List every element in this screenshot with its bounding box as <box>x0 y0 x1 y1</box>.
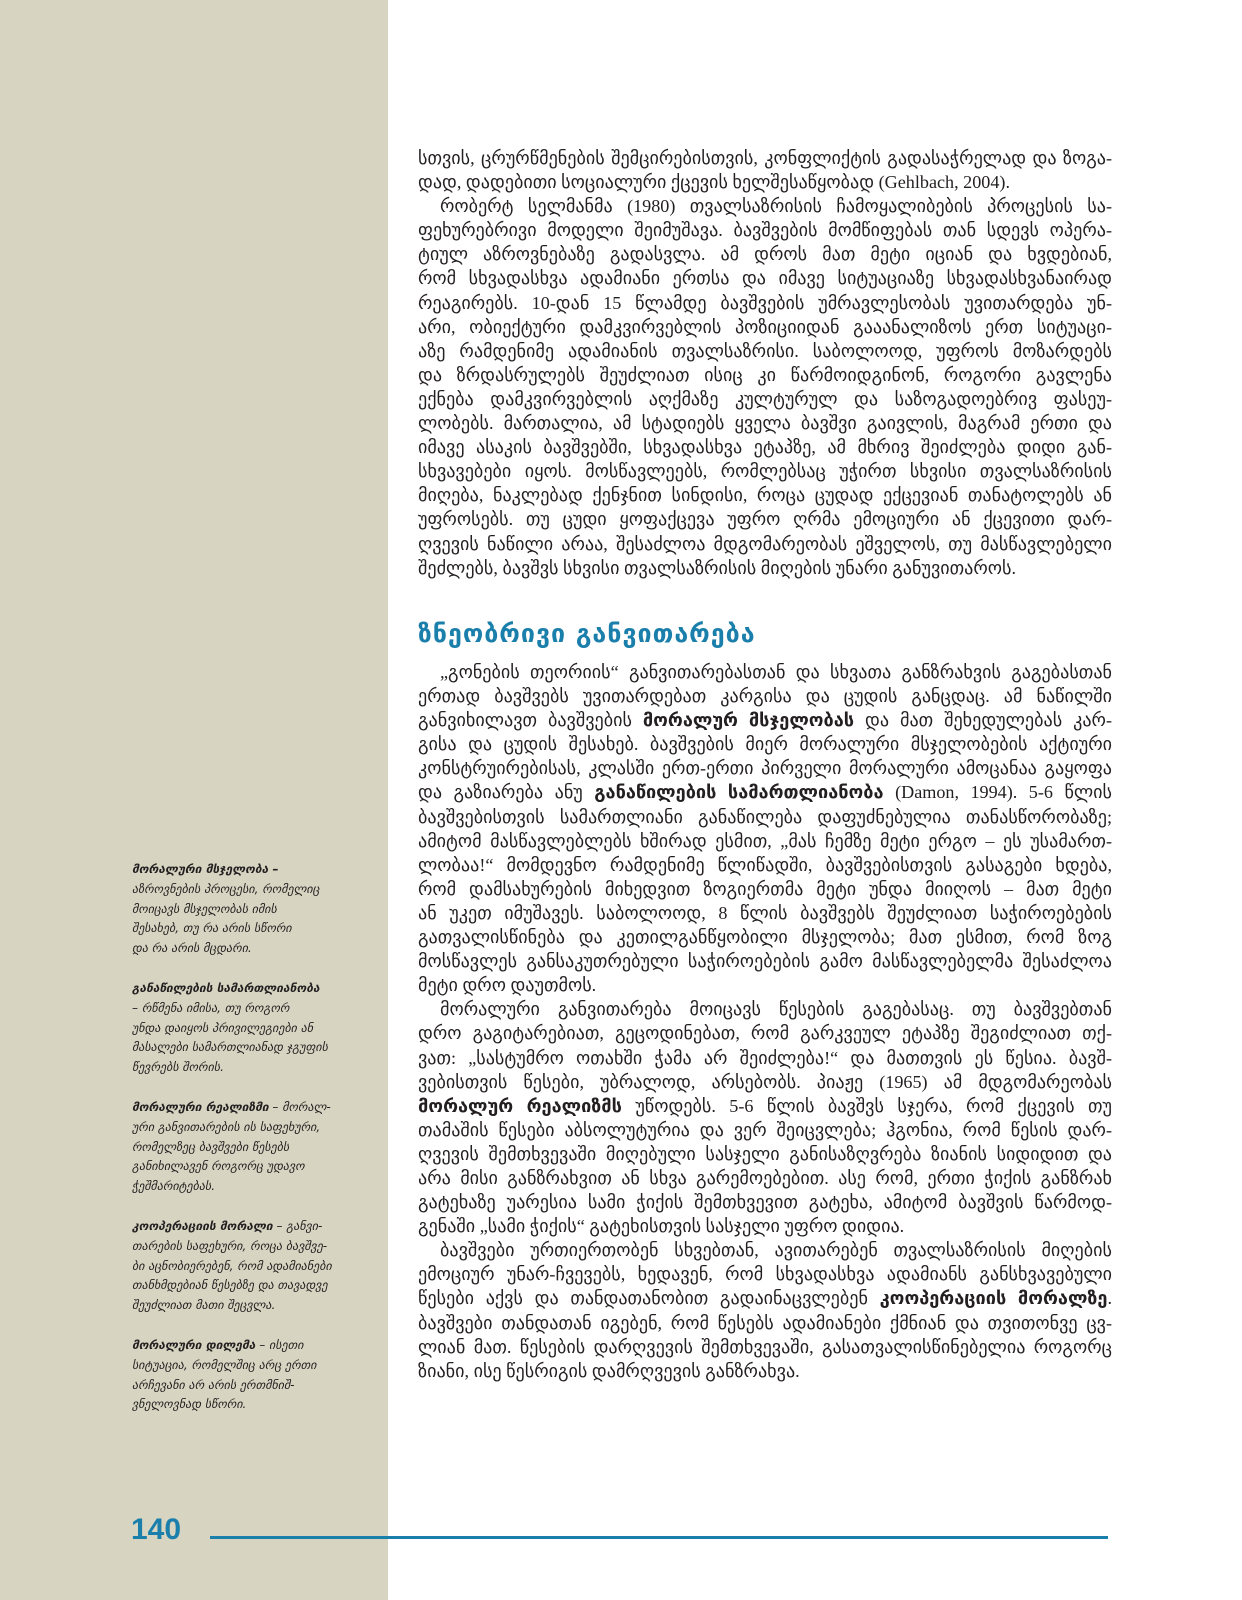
key-term: მორალური მსჯელობა – <box>132 862 279 876</box>
text-run: – განვი- <box>272 1219 323 1233</box>
footer-rule <box>210 1536 1108 1539</box>
key-term: მორალურ რეალიზმს <box>418 1095 622 1116</box>
text-line: ვათ: „სასტუმრო ოთახში ჭამა არ შეიძლება!“ და მათთვის ეს წესია. ბავშ- <box>418 1047 1112 1068</box>
paragraph <box>418 194 1112 580</box>
text-line: ჭეშმარიტებას. <box>132 1179 216 1194</box>
text-line: ბავშვები ურთიერთობენ სხვებთან, ავითარებენ თვალსაზრისის მიღების <box>440 1240 1112 1261</box>
text-line: სხვავებები იყოს. მოსწავლეებს, რომლებსაც უჭირთ სხვისი თვალსაზრისის <box>418 461 1112 482</box>
glossary-entry <box>132 1098 382 1197</box>
text-line <box>418 780 1112 804</box>
text-line <box>418 1094 1112 1118</box>
text-line: დრო გაგიტარებიათ, გეცოდინებათ, რომ გარკვეულ ეტაპზე შეგიძლიათ თქ- <box>418 1023 1112 1044</box>
text-line: და რა არის მცდარი. <box>132 941 252 956</box>
text-line: არი, ობიექტური დამკვირვებლის პოზიციიდან გააანალიზოს ერთ სიტუაცი- <box>418 316 1112 337</box>
text-run: უწოდებს. 5-6 წლის ბავშვს სჯერა, რომ ქცევის თუ <box>621 1095 1112 1116</box>
text-line: აზროვნების პროცესი, რომელიც <box>132 881 320 896</box>
text-line: არა მისი განზრახვით ან სხვა გარემოებებით. ასე რომ, ერთი ჭიქის განზრახ <box>418 1167 1112 1188</box>
key-term: კოოპერაციის მორალი <box>132 1219 273 1233</box>
text-line: რომ სხვადასხვა ადამიანი ერთსა და იმავე სიტუაციაზე სხვადასხვანაირად <box>418 268 1112 289</box>
text-line: ერთად ბავშვებს უვითარდებათ კარგისა და ცუდის განცდაც. ამ ნაწილში <box>418 686 1112 707</box>
text-line: სიტუაცია, რომელშიც არც ერთი <box>132 1357 317 1372</box>
text-line: დად, დადებითი სოციალური ქცევის ხელშესაწყობად (Gehlbach, 2004). <box>418 172 1010 193</box>
key-term: განაწილების სამართლიანობა <box>594 782 884 803</box>
text-line: სთვის, ცრურწმენების შემცირებისთვის, კონფლიქტის გადასაჭრელად და ზოგა- <box>418 148 1112 168</box>
text-line: გატეხაზე უარესია სამი ჭიქის შემთხვევით გატეხა, ამიტომ ბავშვის წარმოდ- <box>418 1192 1112 1213</box>
main-text-section-1 <box>418 146 1112 580</box>
text-line: რობერტ სელმანმა (1980) თვალსაზრისის ჩამოყალიბების პროცესის სა- <box>440 196 1112 217</box>
section-heading: ზნეობრივი განვითარება <box>418 619 756 648</box>
glossary-entry <box>132 860 382 959</box>
text-line: რომელზეც ბავშვები წესებს <box>132 1139 290 1154</box>
text-line: ღვევის შემთხვევაში მიღებული სასჯელი განისაზღვრება ზიანის სიდიდით და <box>418 1143 1112 1164</box>
text-line: შესახებ, თუ რა არის სწორი <box>132 921 292 936</box>
text-line: ლობაა!“ მომდევნო რამდენიმე წლიწადში, ბავშვებისთვის გასაგები ხდება, <box>418 854 1112 875</box>
glossary-entry <box>132 979 382 1078</box>
text-line: ბავშვებისთვის სამართლიანი განაწილება დაფუძნებულია თანასწორობაზე; <box>418 806 1112 827</box>
text-line <box>132 979 382 999</box>
text-line: – რწმენა იმისა, თუ როგორ <box>132 1000 290 1015</box>
text-line: ზიანი, ისე წესრიგის დამრღვევის განზრახვა. <box>418 1360 800 1381</box>
text-line: უფროსებს. თუ ცუდი ყოფაქცევა უფრო ღრმა ემოციური ან ქცევითი დარ- <box>418 509 1112 530</box>
text-line <box>418 708 1112 732</box>
text-line: იმავე ასაკის ბავშვებში, სხვადასხვა ეტაპზე, ამ მხრივ შეიძლება დიდი გან- <box>418 437 1112 458</box>
text-run: – მორალ- <box>268 1100 331 1114</box>
text-run: და მათ შეხედულებას კარ- <box>854 710 1113 731</box>
text-line: და ზრდასრულებს შეუძლიათ ისიც კი წარმოიდგინონ, როგორი გავლენა <box>418 364 1112 385</box>
key-term: განაწილების სამართლიანობა <box>132 981 320 995</box>
text-line: ლიან მათ. წესების დარღვევის შემთხვევაში, გასათვალისწინებელია როგორც <box>418 1336 1112 1357</box>
text-line: თამაშის წესები აბსოლუტურია და ვერ შეიცვლება; ჰგონია, რომ წესის დარ- <box>418 1119 1112 1140</box>
text-line <box>132 1336 382 1356</box>
text-line: ვებისთვის წესები, უბრალოდ, არსებობს. პიაჟე (1965) ამ მდგომარეობას <box>418 1071 1112 1092</box>
text-run: წესები აქვს და თანდათანობით გადაინაცვლებენ <box>418 1288 880 1309</box>
text-line <box>132 1217 382 1237</box>
text-line: მოიცავს მსჯელობას იმის <box>132 901 277 916</box>
key-term: მორალურ მსჯელობას <box>642 710 855 731</box>
text-line: ემოციურ უნარ-ჩვევებს, ხედავენ, რომ სხვადასხვა ადამიანს განსხვავებული <box>418 1264 1112 1285</box>
text-line: მეტი დრო დაუთმოს. <box>418 975 597 996</box>
page-number: 140 <box>131 1513 182 1546</box>
text-line: შეუძლიათ მათი შეცვლა. <box>132 1298 276 1313</box>
sidebar-panel <box>0 0 388 1600</box>
text-line: კონსტრუირებისას, კლასში ერთ-ერთი პირველი მორალური ამოცანაა გაყოფა <box>418 758 1112 779</box>
text-line: ან უკეთ იმუშავეს. საბოლოოდ, 8 წლის ბავშვებს შეუძლიათ საჭიროებების <box>418 902 1112 923</box>
text-line: აზე რამდენიმე ადამიანის თვალსაზრისი. საბოლოოდ, უფროს მოზარდებს <box>418 340 1112 361</box>
paragraph-list <box>418 194 1112 580</box>
text-line: ბი აცნობიერებენ, რომ ადამიანები <box>132 1258 332 1273</box>
text-run: და გაზიარება ანუ <box>418 782 595 803</box>
paragraph-list <box>418 660 1112 1383</box>
text-run: (Damon, 1994). 5-6 წლის <box>883 782 1112 803</box>
text-line: ლობებს. მართალია, ამ სტადიებს ყველა ბავშვი გაივლის, მაგრამ ერთი და <box>418 413 1112 434</box>
text-run: . <box>1107 1288 1112 1309</box>
text-line: „გონების თეორიის“ განვითარებასთან და სხვათა განზრახვის გაგებასთან <box>440 662 1112 682</box>
text-line: ტიულ აზროვნებაზე გადასვლა. ამ დროს მათ მეტი იციან და ხვდებიან, <box>418 244 1112 265</box>
text-line: რეაგირებს. 10-დან 15 წლამდე ბავშვების უმრავლესობას უვითარდება უნ- <box>418 292 1112 313</box>
glossary-entry <box>132 1336 382 1435</box>
text-line <box>418 1286 1112 1310</box>
key-term: მორალური დილემა <box>132 1338 256 1352</box>
text-line: გათვალისწინება და კეთილგანწყობილი მსჯელობა; მათ ესმით, რომ ზოგ <box>418 927 1112 948</box>
text-line <box>132 860 382 880</box>
text-line: ფეხურებრივი მოდელი შეიმუშავა. ბავშვების მომწიფებას თან სდევს ოპერა- <box>418 220 1112 241</box>
continued-paragraph <box>418 146 1112 194</box>
text-line <box>132 1098 382 1118</box>
text-line: გისა და ცუდის შესახებ. ბავშვების მიერ მორალური მსჯელობების აქტიური <box>418 734 1112 755</box>
text-line: გენაში „სამი ჭიქის“ გატეხისთვის სასჯელი უფრო დიდია. <box>418 1216 905 1237</box>
text-line: მასალები სამართლიანად ჯგუფის <box>132 1040 328 1055</box>
key-term: კოოპერაციის მორალზე <box>879 1288 1108 1309</box>
text-line: განიხილავენ როგორც უდავო <box>132 1159 305 1174</box>
text-line: წევრებს შორის. <box>132 1060 224 1075</box>
text-line: ექნება დამკვირვებლის აღქმაზე კულტურულ და საზოგადოებრივ ფასეუ- <box>418 388 1112 409</box>
text-run: განვიხილავთ ბავშვების <box>418 710 643 731</box>
text-line: ამიტომ მასწავლებლებს ხშირად ესმით, „მას ჩემზე მეტი ერგო – ეს უსამართ- <box>418 830 1112 851</box>
text-line: შეძლებს, ბავშვს სხვისი თვალსაზრისის მიღების უნარი განუვითაროს. <box>418 557 1017 578</box>
text-line: ბავშვები თანდათან იგებენ, რომ წესებს ადამიანები ქმნიან და თვითონვე ცვ- <box>418 1312 1112 1333</box>
text-line: თარების საფეხური, როცა ბავშვე- <box>132 1238 328 1253</box>
paragraph <box>418 997 1112 1238</box>
paragraph <box>418 660 1112 997</box>
glossary <box>132 860 382 1455</box>
text-line: მოსწავლეს განსაკუთრებული საჭიროებების გამო მასწავლებელმა შესაძლოა <box>418 951 1112 972</box>
main-text-section-2 <box>418 660 1112 1383</box>
glossary-entry <box>132 1217 382 1316</box>
paragraph <box>418 1238 1112 1383</box>
text-run: – ისეთი <box>255 1338 304 1352</box>
text-line: თანხმდებიან წესებზე და თავადვე <box>132 1278 328 1293</box>
text-line: ღვევის ნაწილი არაა, შესაძლოა მდგომარეობას ეშველოს, თუ მასწავლებელი <box>418 533 1112 554</box>
text-line: ური განვითარების ის საფეხური, <box>132 1119 321 1134</box>
key-term: მორალური რეალიზმი <box>132 1100 269 1114</box>
text-line: რომ დამსახურების მიხედვით ზოგიერთმა მეტი უნდა მიიღოს – მათ მეტი <box>418 878 1112 899</box>
text-line: მორალური განვითარება მოიცავს წესების გაგებასაც. თუ ბავშვებთან <box>440 999 1112 1020</box>
text-line: ვნელოვნად სწორი. <box>132 1397 247 1412</box>
text-line: არჩევანი არ არის ერთმნიშ- <box>132 1377 295 1392</box>
text-line: მიღება, ნაკლებად ქენჯნით სინდისი, როცა ცუდად ექცევიან თანატოლებს ან <box>418 485 1112 506</box>
text-line: უნდა დაიყოს პრივილეგიები ან <box>132 1020 314 1035</box>
